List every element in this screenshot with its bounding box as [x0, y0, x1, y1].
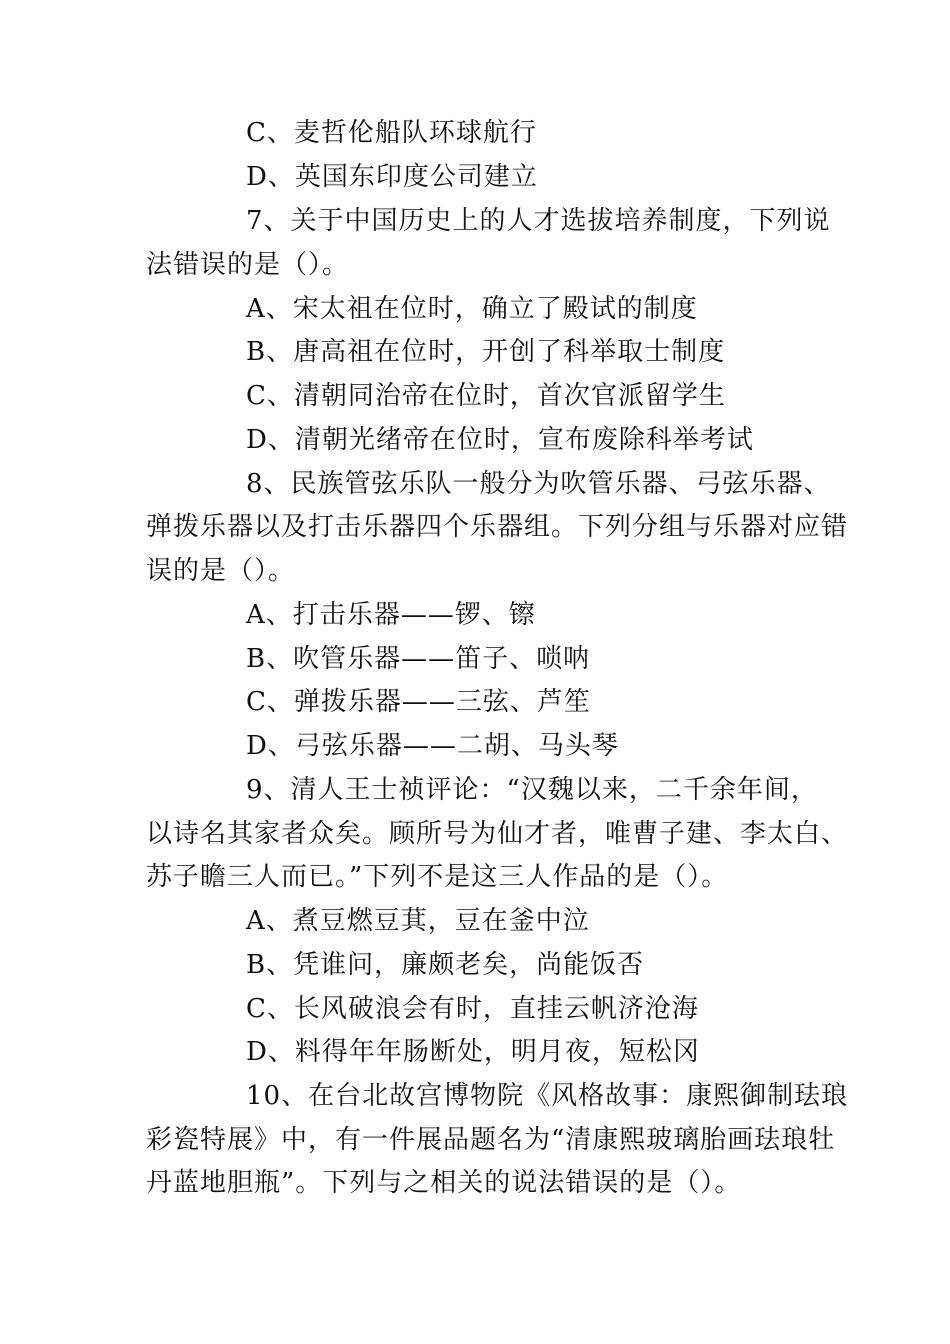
q9-option-b: B、凭谁问，廉颇老矣，尚能饭否: [246, 950, 645, 980]
q10-stem-line-1: 10、在台北故宫博物院《风格故事：康熙御制珐琅: [246, 1081, 849, 1111]
q7-stem-line-2: 法错误的是（）。: [146, 250, 350, 280]
q8-option-d: D、弓弦乐器——二胡、马头琴: [246, 731, 619, 761]
q9-option-c: C、长风破浪会有时，直挂云帆济沧海: [246, 994, 699, 1024]
q6-option-c: C、麦哲伦船队环球航行: [246, 118, 537, 148]
q7-stem-line-1: 7、关于中国历史上的人才选拔培养制度，下列说: [246, 206, 831, 236]
q9-stem-line-3: 苏子瞻三人而已。”下列不是这三人作品的是（）。: [146, 862, 729, 892]
q7-option-c: C、清朝同治帝在位时，首次官派留学生: [246, 381, 726, 411]
q9-stem-line-1: 9、清人王士祯评论：“汉魏以来，二千余年间，: [246, 775, 818, 805]
q9-stem-line-2: 以诗名其家者众矣。顾所号为仙才者，唯曹子建、李太白、: [146, 819, 849, 849]
q8-option-b: B、吹管乐器——笛子、唢呐: [246, 644, 591, 674]
q8-stem-line-3: 误的是（）。: [146, 556, 296, 586]
q10-stem-line-3: 丹蓝地胆瓶”。下列与之相关的说法错误的是（）。: [146, 1168, 742, 1198]
q7-option-b: B、唐高祖在位时，开创了科举取士制度: [246, 337, 726, 367]
q8-option-a: A、打击乐器——锣、镲: [246, 600, 536, 630]
q8-stem-line-1: 8、民族管弦乐队一般分为吹管乐器、弓弦乐器、: [246, 469, 831, 499]
q7-option-a: A、宋太祖在位时，确立了殿试的制度: [246, 294, 698, 324]
q9-option-d: D、料得年年肠断处，明月夜，短松冈: [246, 1037, 700, 1067]
q9-option-a: A、煮豆燃豆萁，豆在釜中泣: [246, 906, 590, 936]
q8-option-c: C、弹拨乐器——三弦、芦笙: [246, 687, 591, 717]
q6-option-d: D、英国东印度公司建立: [246, 162, 538, 192]
q10-stem-line-2: 彩瓷特展》中，有一件展品题名为“清康熙玻璃胎画珐琅牡: [146, 1125, 836, 1155]
q8-stem-line-2: 弹拨乐器以及打击乐器四个乐器组。下列分组与乐器对应错: [146, 512, 849, 542]
q7-option-d: D、清朝光绪帝在位时，宣布废除科举考试: [246, 425, 754, 455]
